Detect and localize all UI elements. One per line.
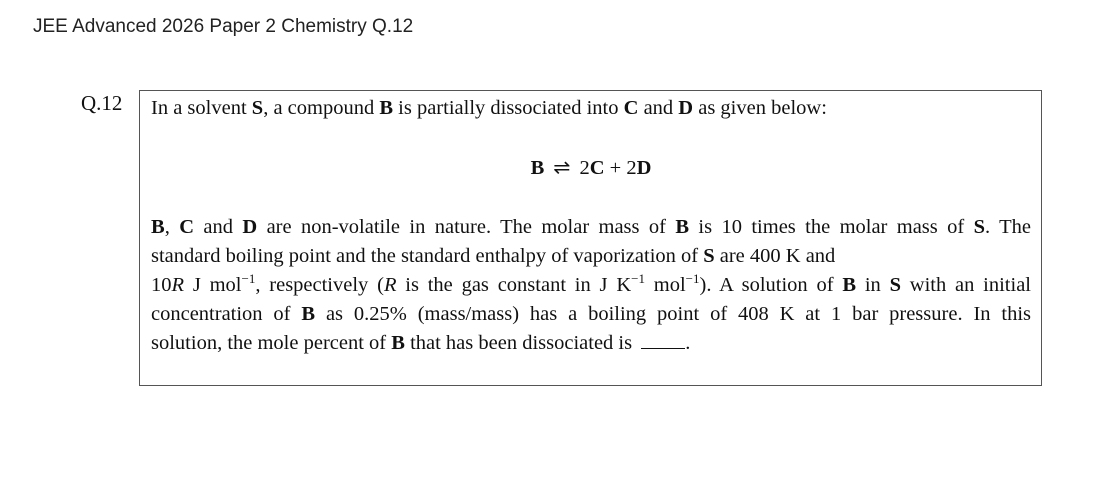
body-line-4: concentration of B as 0.25% (mass/mass) has a boiling point of 408 K at 1 bar pressure. In this (151, 303, 1032, 325)
question-box (139, 90, 1042, 386)
question-body (151, 213, 1031, 358)
body-line-3: 10R J mol$^{-1}$, respectively (R is the gas constant in J $K^{-1}$ mol$^{-1}$). A solution of B in S with an initial (151, 271, 1031, 296)
body-line-2: standard boiling point and the standard enthalpy of vaporization of S are 400 K and (151, 245, 836, 267)
body-line-1: B, C and D are non-volatile in nature. The molar mass of B is 10 times the molar mass of S. The (151, 216, 1032, 238)
answer-blank[interactable] (641, 333, 685, 349)
page-header-title: JEE Advanced 2026 Paper 2 Chemistry Q.12 (33, 16, 414, 37)
question-number: Q.12 (81, 91, 123, 115)
equilibrium-arrow: ⇌ (553, 157, 571, 179)
body-line-5: solution, the mole percent of B that has been dissociated is . (151, 332, 691, 354)
question-intro: In a solvent S, a compound B is partially dissociated into C and D as given below: (151, 97, 827, 119)
dissociation-equation: B ⇌ 2C + 2D (151, 154, 1031, 183)
